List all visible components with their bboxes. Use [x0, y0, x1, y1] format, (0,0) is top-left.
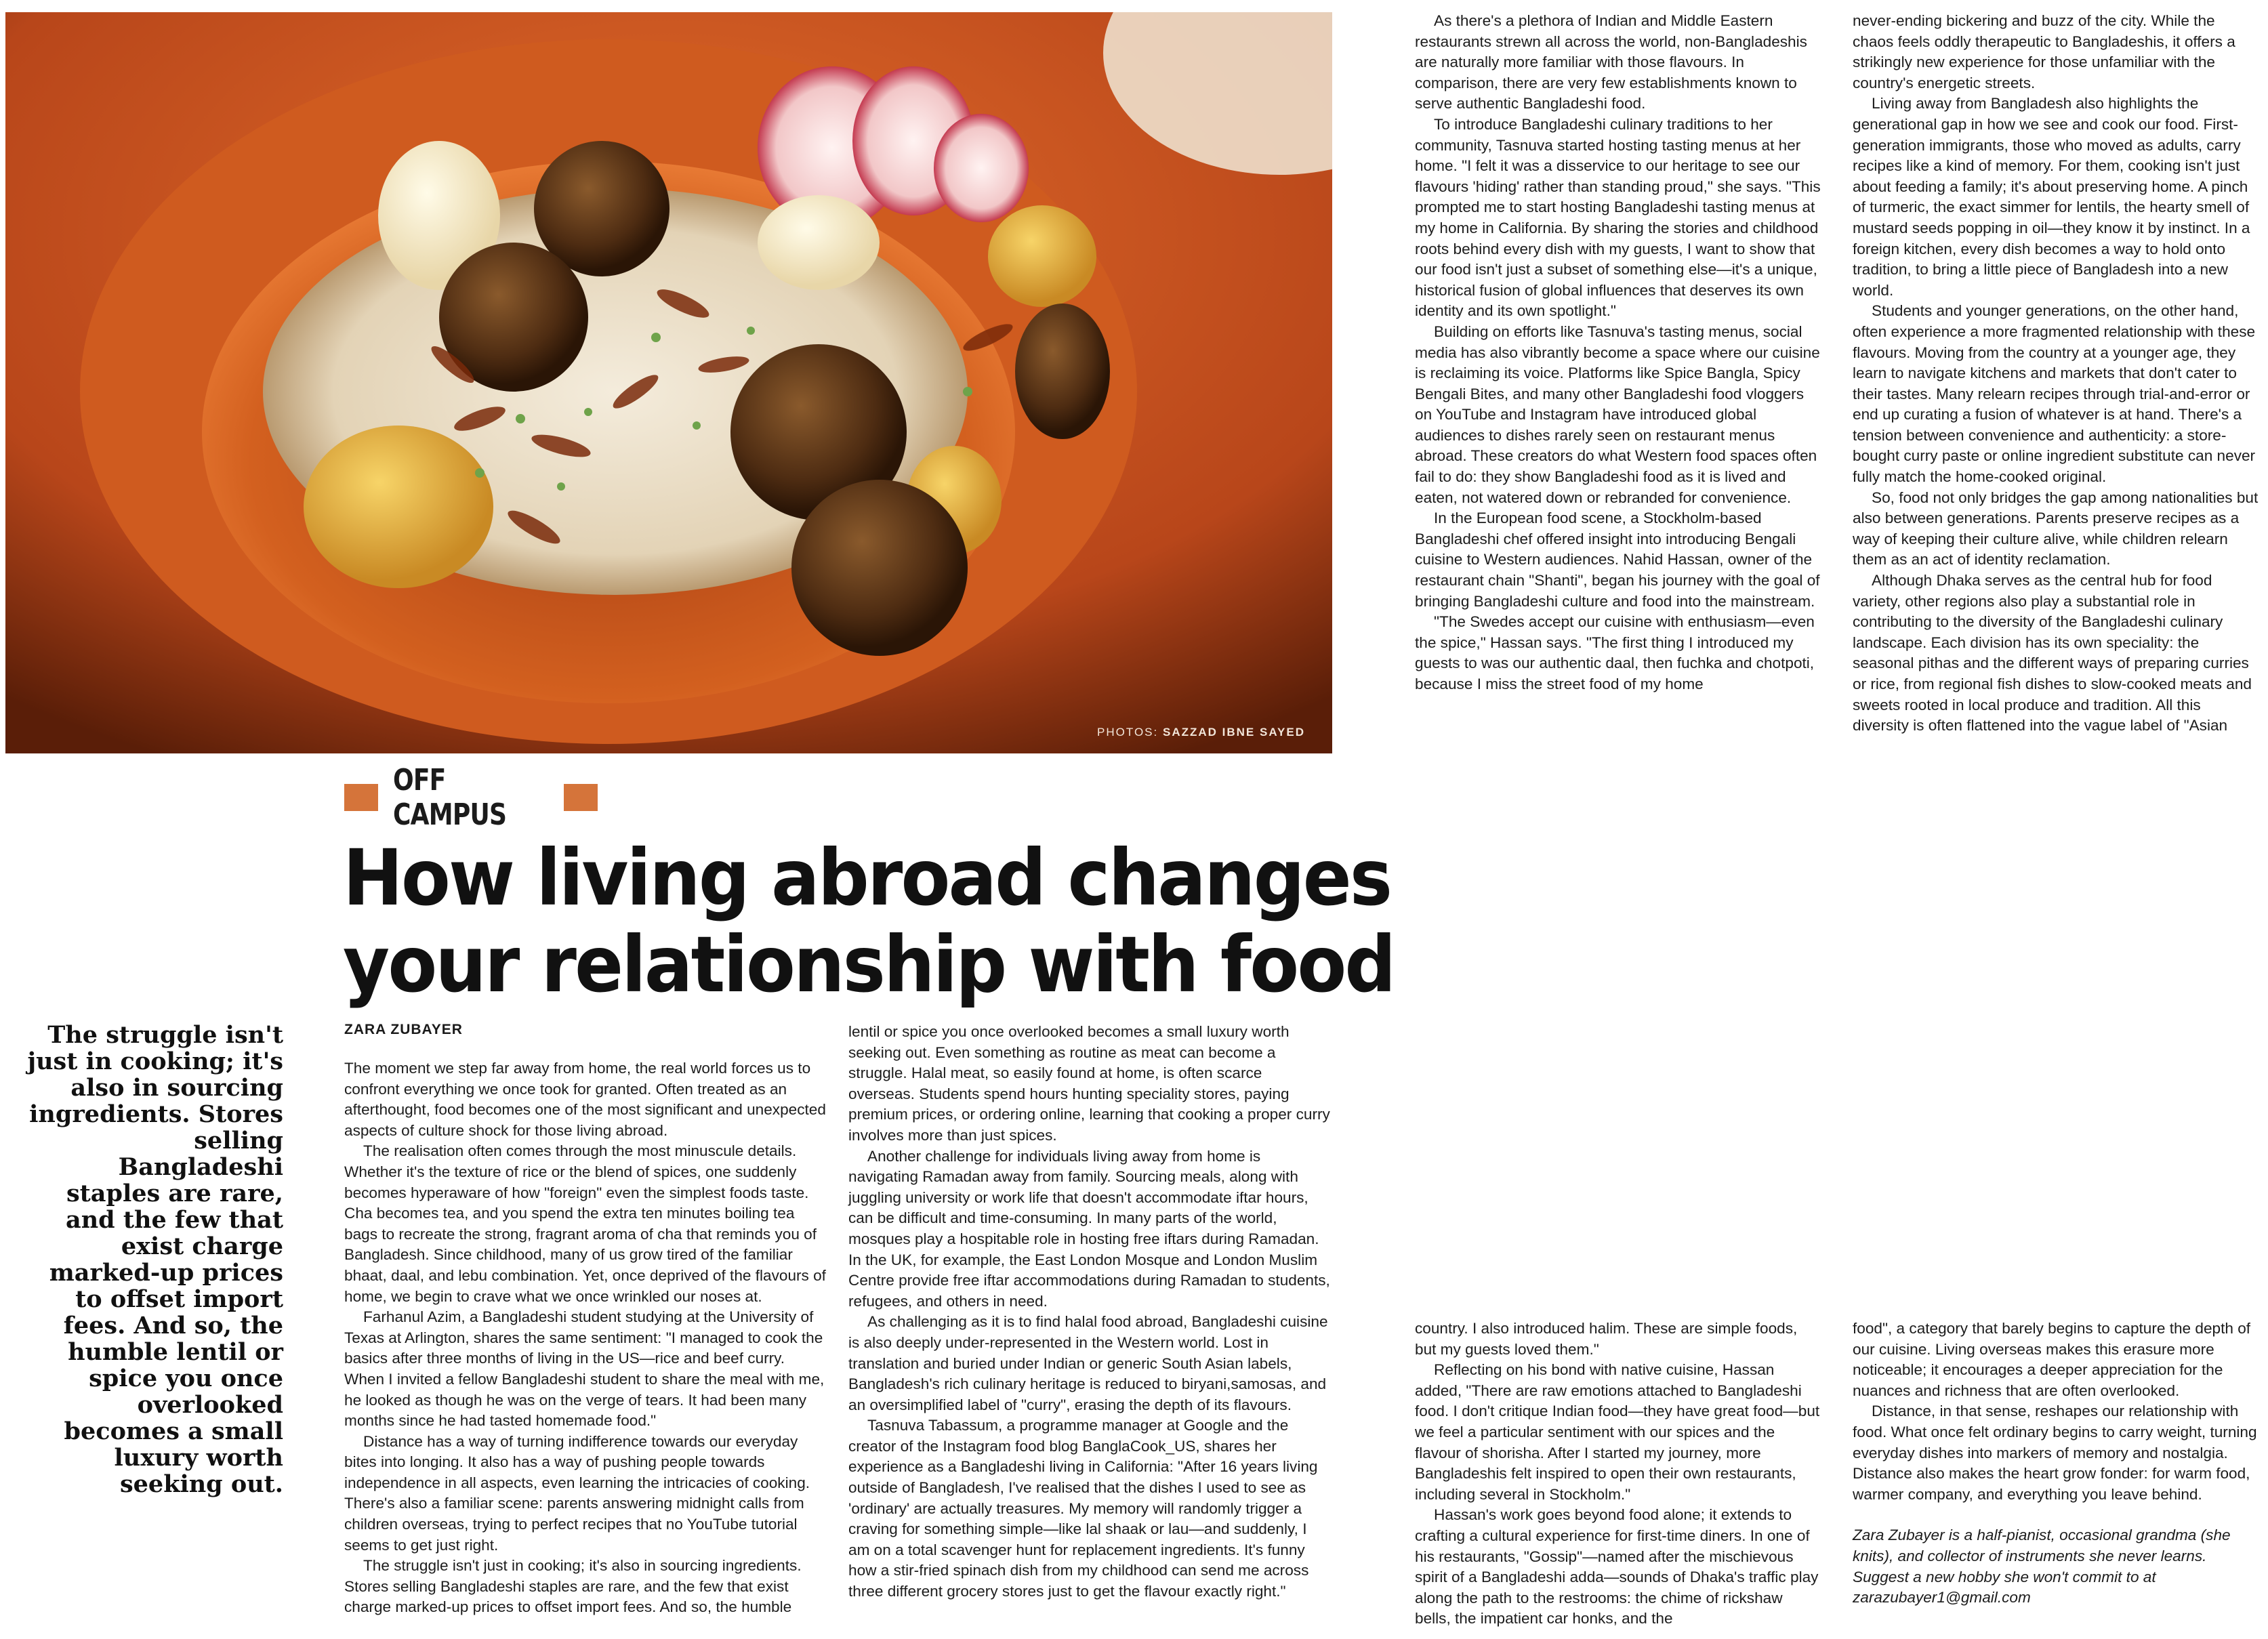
- paragraph: As challenging as it is to find halal food abroad, Bangladeshi cuisine is also deeply under-represented in the Western world. Lost in translation and buried under Indian or generic South Asian labels, Bangladesh's rich culinary heritage is reduced to biryani,samosas, and an oversimplified label of "curry", erasing the depth of its flavours.: [848, 1313, 1328, 1413]
- paragraph: In the European food scene, a Stockholm-based Bangladeshi chef offered insight into introducing Bengali cuisine to Western audiences. Nahid Hassan, owner of the restaurant chain "Shanti", began his journey with the goal of bringing Bangladeshi culture and food into the mainstream.: [1415, 510, 1820, 610]
- paragraph: never-ending bickering and buzz of the city. While the chaos feels oddly therapeutic to Bangladeshis, it offers a strikingly new experience for those unfamiliar with the country's energetic streets.: [1853, 12, 2235, 91]
- paragraph: Students and younger generations, on the other hand, often experience a more fragmented relationship with these flavours. Moving from the country at a younger age, they learn to navigate kitchens and markets that don't cater to their tastes. Many relearn recipes through trial-and-error or end up curating a fusion of whatever is at hand. There's a tension between convenience and authenticity: a store-bought curry paste or online ingredient substitute can never fully match the home-cooked original.: [1853, 302, 2256, 486]
- kicker-square-left: [344, 784, 378, 811]
- byline: ZARA ZUBAYER: [344, 1022, 463, 1037]
- paragraph: To introduce Bangladeshi culinary traditions to her community, Tasnuva started hosting tasting menus at her home. "I felt it was a disservice to our heritage to see our flavours 'hiding' rather than standing proud," she says. "This prompted me to start hosting Bangladeshi tasting menus at my home in California. By sharing the stories and childhood roots behind every dish with my guests, I want to show that our food isn't just a subset of something else—it's a unique, historical fusion of global influences that deserves its own identity and its own spotlight.": [1415, 115, 1821, 320]
- paragraph: Farhanul Azim, a Bangladeshi student studying at the University of Texas at Arlington, shares the same sentiment: "I managed to cook the basics after three months of living in the US—rice and beef curry. When I invited a fellow Bangladeshi student to share the meal with me, he looked as though he was on the verge of tears. It had been many months since he had tasted homemade food.": [344, 1308, 825, 1430]
- paragraph: Another challenge for individuals living away from home is navigating Ramadan away from family. Sourcing meals, along with juggling university or work life that doesn't accommodate iftar hours, can be difficult and time-consuming. In many parts of the world, mosques play a hospitable role in hosting free iftars during Ramadan. In the UK, for example, the East London Mosque and London Muslim Centre provide free iftar accommodations during Ramadan to students, refugees, and others in need.: [848, 1147, 1330, 1310]
- paragraph: Tasnuva Tabassum, a programme manager at Google and the creator of the Instagram food blog BanglaCook_US, shares her experience as a Bangladeshi living in California: "After 16 years living outside of Bangladesh, I've realised that the dishes I used to see as 'ordinary' are actually treasures. My memory will randomly trigger a craving for something simple—like lal shaak or lau—and suddenly, I am on a total scavenger hunt for replacement ingredients. It's funny how a stir-fried spinach dish from my childhood can send me across three different grocery stores just to get the flavour exactly right.": [848, 1417, 1318, 1600]
- section-label: OFF CAMPUS: [393, 763, 507, 832]
- paragraph: Although Dhaka serves as the central hub for food variety, other regions also play a substantial role in contributing to the diversity of the Bangladeshi culinary landscape. Each division has its own speciality: the seasonal pithas and the different ways of preparing curries or rice, from regional fish dishes to slow-cooked meats and sweets rooted in local produce and tradition. All this diversity is often flattened into the vague label of "Asian: [1853, 572, 2252, 734]
- paragraph: Building on efforts like Tasnuva's tasting menus, social media has also vibrantly become a space where our cuisine is reclaiming its voice. Platforms like Spice Bangla, Spicy Bengali Bites, and many other Bangladeshi food vloggers on YouTube and Instagram have introduced global audiences to dishes rarely seen on restaurant menus abroad. These creators do what Western food spaces often fail to do: they show Bangladeshi food as it is lived and eaten, not watered down or rebranded for convenience.: [1415, 323, 1820, 506]
- kicker-square-right: [564, 784, 598, 811]
- paragraph: Living away from Bangladesh also highlights the generational gap in how we see and cook our food. First-generation immigrants, those who moved as adults, carry recipes like a kind of memory. For them, cooking isn't just about feeding a family; it's about preserving home. A pinch of turmeric, the exact simmer for lentils, the hearty smell of mustard seeds popping in oil—they know it by instinct. In a foreign kitchen, every dish becomes a way to hold onto tradition, to bring a little piece of Bangladesh into a new world.: [1853, 95, 2250, 299]
- paragraph: food", a category that barely begins to capture the depth of our cuisine. Living overseas makes this erasure more noticeable; it encourages a deeper appreciation for the nuances and richness that are often overlooked.: [1853, 1320, 2251, 1399]
- headline-line-2: your relationship with food: [343, 919, 1395, 1010]
- paragraph: Reflecting on his bond with native cuisine, Hassan added, "There are raw emotions attached to Bangladeshi food. I don't critique Indian food—they have great food—but we feel a particular sentiment with our spices and the flavour of shorisha. After I started my journey, more Bangladeshis felt inspired to open their own restaurants, including several in Stockholm.": [1415, 1361, 1820, 1503]
- article-headline: [343, 833, 1395, 1010]
- paragraph: Distance has a way of turning indifference towards our everyday bites into longing. It also has a way of pushing people towards independence in all aspects, even learning the intricacies of cooking. There's also a familiar scene: parents answering midnight calls from children overseas, trying to perfect recipes that no YouTube tutorial seems to get just right.: [344, 1432, 810, 1554]
- headline-line-1: How living abroad changes: [343, 833, 1391, 923]
- section-kicker: [344, 763, 598, 832]
- svg-text:PHOTOS: SAZZAD IBNE SAYED: [1097, 726, 1305, 739]
- paragraph: "The Swedes accept our cuisine with enthusiasm—even the spice," Hassan says. "The first thing I introduced my guests to was our authentic daal, then fuchka and chotpoti, because I miss the street food of my home: [1415, 613, 1815, 692]
- column-2: [848, 1022, 1331, 1602]
- column-4-bottom: [1853, 1319, 2259, 1609]
- column-3-top: [1415, 11, 1821, 695]
- paragraph: As there's a plethora of Indian and Middle Eastern restaurants strewn all across the world, non-Bangladeshis are naturally more familiar with those flavours. In comparison, there are very few establishments known to serve authentic Bangladeshi food.: [1415, 12, 1807, 112]
- hero-photo: [5, 12, 1332, 753]
- author-bio: Zara Zubayer is a half-pianist, occasional grandma (she knits), and collector of instruments she never learns. Suggest a new hobby she won't commit to at zarazubayer1@gmail.com: [1853, 1527, 2231, 1606]
- paragraph: So, food not only bridges the gap among nationalities but also between generations. Parents preserve recipes as a way of keeping their culture alive, while children relearn them as an act of identity reclamation.: [1853, 489, 2259, 568]
- column-3-bottom: [1415, 1319, 1821, 1630]
- paragraph: Hassan's work goes beyond food alone; it extends to crafting a cultural experience for first-time diners. In one of his restaurants, "Gossip"—named after the mischievous spirit of a Bangladeshi adda—sounds of Dhaka's traffic play along the path to the restrooms: the chime of rickshaw bells, the impatient car honks, and the: [1415, 1506, 1819, 1627]
- photo-credit-prefix: PHOTOS:: [1097, 726, 1163, 739]
- paragraph: lentil or spice you once overlooked becomes a small luxury worth seeking out. Even something as routine as meat can become a struggle. Halal meat, so easily found at home, is often scarce overseas. Students spend hours hunting speciality stores, paying premium prices, or ordering online, learning that cooking a proper curry involves more than just spices.: [848, 1023, 1330, 1144]
- paragraph: The moment we step far away from home, the real world forces us to confront everything we once took for granted. Often treated as an afterthought, food becomes one of the most significant and unexpected aspects of culture shock for those living abroad.: [344, 1060, 826, 1139]
- paragraph: The realisation often comes through the most minuscule details. Whether it's the texture of rice or the blend of spices, one suddenly becomes hyperaware of how "foreign" even the simplest foods taste. Cha becomes tea, and you spend the extra ten minutes boiling tea bags to recreate the strong, fragrant aroma of cha that reminds you of Bangladesh. Since childhood, many of us grow tired of the familiar bhaat, daal, and lebu combination. Yet, once deprived of the flavours of home, we begin to crave what we once wrinkled our noses at.: [344, 1142, 826, 1305]
- paragraph: country. I also introduced halim. These are simple foods, but my guests loved them.": [1415, 1320, 1798, 1358]
- food-plate-illustration: [5, 12, 1332, 753]
- column-4-top: [1853, 11, 2259, 736]
- pull-quote: The struggle isn't just in cooking; it's also in sourcing ingredients. Stores selling Bangladeshi staples are rare, and the few that exist charge marked-up prices to offset import fees. And so, the humble lentil or spice you once overlooked becomes a small luxury worth seeking out.: [27, 1021, 283, 1498]
- column-1: [344, 1058, 827, 1618]
- photo-credit-name: SAZZAD IBNE SAYED: [1162, 726, 1305, 739]
- paragraph: The struggle isn't just in cooking; it's also in sourcing ingredients. Stores selling Bangladeshi staples are rare, and the few that exist charge marked-up prices to offset import fees. And so, the humble: [344, 1557, 802, 1616]
- paragraph: Distance, in that sense, reshapes our relationship with food. What once felt ordinary begins to carry weight, turning everyday dishes into markers of memory and nostalgia. Distance also makes the heart grow fonder: for warm food, warmer company, and everything you leave behind.: [1853, 1403, 2257, 1503]
